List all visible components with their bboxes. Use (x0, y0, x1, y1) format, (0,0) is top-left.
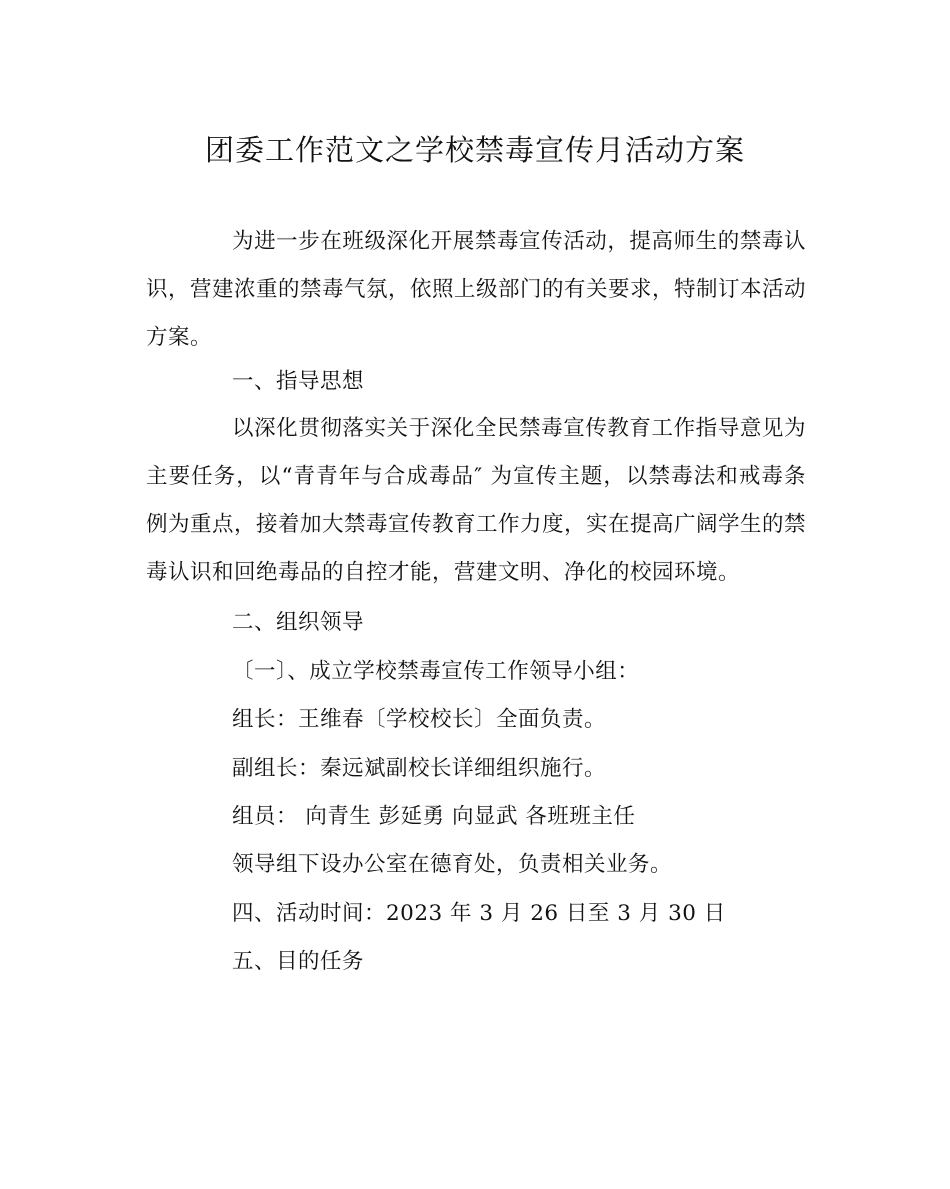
section1-body: 以深化贯彻落实关于深化全民禁毒宣传教育工作指导意见为主要任务，以“青青年与合成毒品″ 为宣传主题，以禁毒法和戒毒条例为重点，接着加大禁毒宣传教育工作力度，实在提高广阔学生的禁毒认识和回绝毒品的自控才能，营建文明、净化的校园环境。 (146, 416, 807, 585)
section1-heading: 一、指导思想 (232, 369, 365, 394)
members-line: 组员： 向青生 彭延勇 向显武 各班班主任 (232, 804, 636, 829)
section5-heading: 五、目的任务 (232, 949, 365, 974)
section2-heading: 二、组织领导 (232, 610, 365, 635)
intro-paragraph: 为进一步在班级深化开展禁毒宣传活动，提高师生的禁毒认识，营建浓重的禁毒气氛，依照上级部门的有关要求，特制订本活动方案。 (146, 229, 807, 350)
office-line: 领导组下设办公室在德育处，负责相关业务。 (232, 852, 673, 877)
leader-line: 组长：王维春〔学校校长〕全面负责。 (232, 707, 607, 732)
section4-activity-time: 四、活动时间：2023 年 3 月 26 日至 3 月 30 日 (232, 901, 726, 926)
document-title: 团委工作范文之学校禁毒宣传月活动方案 (204, 133, 745, 167)
subsection1-heading: 〔一〕、成立学校禁毒宣传工作领导小组： (232, 659, 640, 684)
vice-leader-line: 副组长：秦远斌副校长详细组织施行。 (232, 756, 607, 781)
